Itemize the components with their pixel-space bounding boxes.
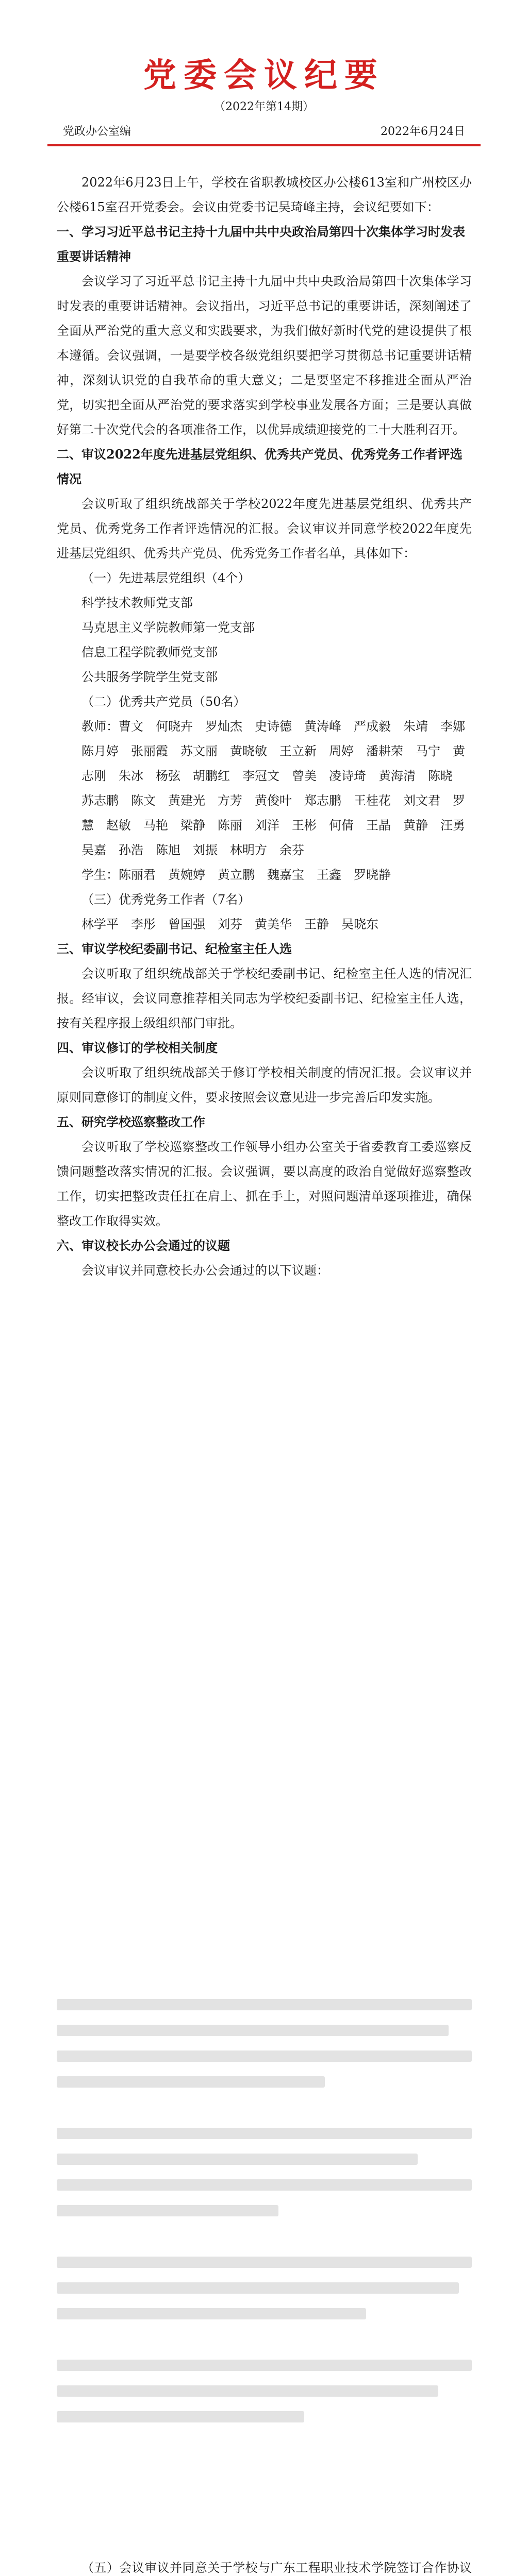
list-item: 公共服务学院学生党支部 [81, 670, 218, 684]
issuer: 党政办公室编 [63, 125, 131, 138]
section-heading-1: 一、学习习近平总书记主持十九届中共中央政治局第四十次集体学习时发表重要讲话精神 [57, 224, 465, 264]
redacted-line [57, 2050, 472, 2062]
list-item: （二）优秀共产党员（50名） [81, 694, 246, 709]
minutes-body-part1 [57, 170, 477, 1283]
section-paragraph-1: 会议学习了习近平总书记主持十九届中共中央政治局第四十次集体学习时发表的重要讲话精神。会议指出，习近平总书记的重要讲话，深刻阐述了全面从严治党的重大意义和实践要求，为我们做好新时代党的建设提供了根本遵循。会议强调，一是要学校各级党组织要把学习贯彻总书记重要讲话精神，深刻认识党的自我革命的重大意义；二是要坚定不移推进全面从严治党，切实把全面从严治党的要求落实到学校事业发展各方面；三是要认真做好第二十次党代会的各项准备工作，以优异成绩迎接党的二十大胜利召开。 [57, 274, 472, 437]
list-item: 科学技术教师党支部 [81, 596, 193, 610]
agenda-paragraph-5: （五）会议审议并同意关于学校与广东工程职业技术学院签订合作协议 [81, 2561, 472, 2575]
intro-paragraph: 2022年6月23日上午，学校在省职教城校区办公楼613室和广州校区办公楼615室召开党委会。会议由党委书记吴琦峰主持，会议纪要如下： [57, 175, 472, 214]
section-heading-5: 五、研究学校巡察整改工作 [57, 1114, 205, 1129]
redacted-line [57, 2282, 459, 2294]
section-heading-2: 二、审议2022年度先进基层党组织、优秀共产党员、优秀党务工作者评选情况 [57, 447, 463, 486]
redacted-line [57, 2025, 449, 2036]
redacted-line [57, 2411, 304, 2422]
redacted-line [57, 2179, 472, 2191]
agenda-item-5 [57, 2555, 472, 2576]
redacted-line [57, 2128, 472, 2139]
section-paragraph-5: 会议听取了学校巡察整改工作领导小组办公室关于省委教育工委巡察反馈问题整改落实情况的汇报。会议强调，要以高度的政治自觉做好巡察整改工作，切实把整改责任扛在肩上、抓在手上，对照问题清单逐项推进，确保整改工作取得实效。 [57, 1140, 472, 1228]
redacted-line [57, 2257, 472, 2268]
redacted-line [57, 2205, 278, 2216]
teacher-names: 教师：曹文 何晓卉 罗灿杰 史诗德 黄涛峰 严成毅 朱靖 李娜 陈月婷 张丽霞 苏文丽 黄晓敏 王立新 周婷 潘耕荣 马宁 黄志刚 朱冰 杨弦 胡鹏红 李冠文 曾美 凌诗琦 黄海清 陈晓 苏志鹏 陈文 黄建光 方芳 黄俊叶 郑志鹏 王桂花 刘文君 罗慧 赵敏 马艳 梁静 陈丽 刘洋 王彬 何倩 王晶 黄静 汪勇 吴嘉 孙浩 陈旭 刘振 林明方 余芬 [81, 719, 477, 857]
issue-number: （2022年第14期） [214, 100, 314, 113]
header-red-rule [47, 144, 481, 146]
section-paragraph-2: 会议听取了组织统战部关于学校2022年度先进基层党组织、优秀共产党员、优秀党务工作者评选情况的汇报。会议审议并同意学校2022年度先进基层党组织、优秀共产党员、优秀党务工作者名单，具体如下： [57, 497, 472, 561]
section-paragraph-4: 会议听取了组织统战部关于修订学校相关制度的情况汇报。会议审议并原则同意修订的制度文件，要求按照会议意见进一步完善后印发实施。 [57, 1065, 472, 1105]
issuer-row [47, 123, 481, 140]
redacted-line [57, 2385, 438, 2397]
redacted-line [57, 2360, 472, 2371]
redacted-line [57, 2076, 325, 2088]
list-item: （一）先进基层党组织（4个） [81, 571, 251, 585]
document-title: 党委会议纪要 [143, 56, 385, 95]
redacted-line [57, 1999, 472, 2010]
list-item: 信息工程学院教师党支部 [81, 645, 218, 659]
section-heading-6: 六、审议校长办公会通过的议题 [57, 1238, 230, 1253]
section-paragraph-6: 会议审议并同意校长办公会通过的以下议题： [81, 1263, 329, 1278]
section-paragraph-3: 会议听取了组织统战部关于学校纪委副书记、纪检室主任人选的情况汇报。经审议，会议同意推荐相关同志为学校纪委副书记、纪检室主任人选，按有关程序报上级组织部门审批。 [57, 967, 472, 1030]
redacted-line [57, 2308, 366, 2319]
student-names: 学生：陈丽君 黄婉婷 黄立鹏 魏嘉宝 王鑫 罗晓静 [81, 868, 391, 882]
redacted-line [57, 2154, 418, 2165]
issue-date: 2022年6月24日 [381, 125, 465, 138]
list-item: 马克思主义学院教师第一党支部 [81, 620, 255, 635]
party-worker-names: 林学平 李彤 曾国强 刘芬 黄美华 王静 吴晓东 [81, 917, 378, 931]
list-item: （三）优秀党务工作者（7名） [81, 892, 251, 907]
section-heading-4: 四、审议修订的学校相关制度 [57, 1040, 218, 1055]
section-heading-3: 三、审议学校纪委副书记、纪检室主任人选 [57, 941, 292, 956]
